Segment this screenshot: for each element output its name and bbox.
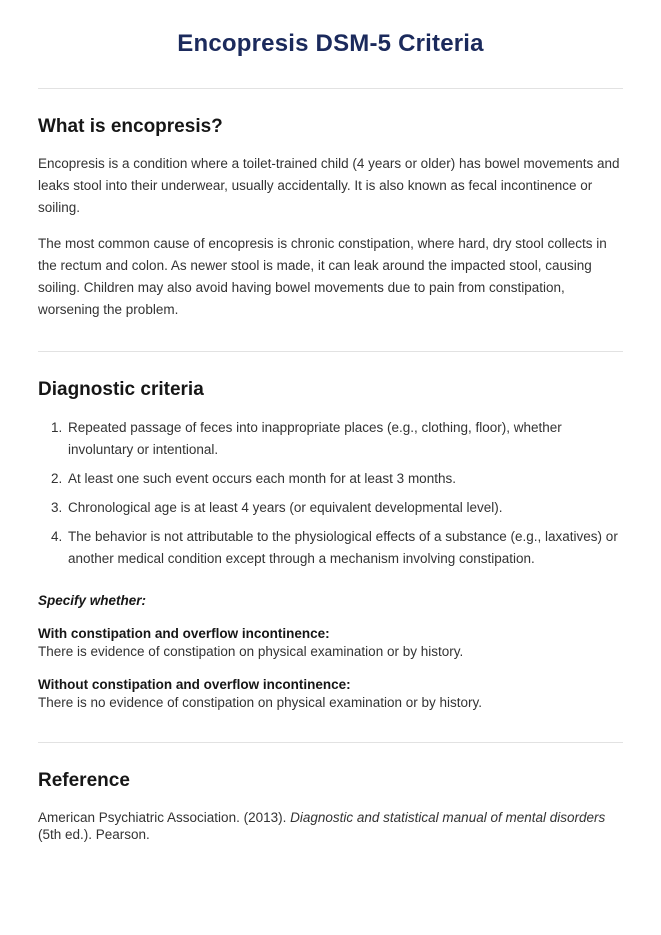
citation-book-title: Diagnostic and statistical manual of mental disorders [290,810,606,825]
specifier-without-label: Without constipation and overflow incontinence: [38,677,351,692]
specifier-with-constipation [38,625,623,661]
section-reference [38,769,623,843]
criteria-list [38,417,623,570]
section-what-is-encopresis [38,115,623,321]
divider [38,742,623,743]
citation [38,809,623,843]
specifier-with-text: There is evidence of constipation on physical examination or by history. [38,644,464,659]
citation-prefix: American Psychiatric Association. (2013). [38,810,291,825]
criteria-item-1: 1. Repeated passage of feces into inappropriate places (e.g., clothing, floor), whether involuntary or intentional. [66,417,623,461]
page-title: Encopresis DSM-5 Criteria [177,30,484,57]
section-heading-reference: Reference [38,770,130,791]
what-is-paragraph-1: Encopresis is a condition where a toilet-trained child (4 years or older) has bowel movements and leaks stool into their underwear, usually accidentally. It is also known as fecal incontinence or soiling. [38,156,620,215]
criteria-item-3: 3. Chronological age is at least 4 years (or equivalent developmental level). [66,497,623,519]
section-diagnostic-criteria [38,378,623,712]
specifier-without-constipation [38,676,623,712]
citation-suffix: (5th ed.). Pearson. [38,827,150,842]
what-is-paragraph-2: The most common cause of encopresis is chronic constipation, where hard, dry stool collects in the rectum and colon. As newer stool is made, it can leak around the impacted stool, causing soiling. Children may also avoid having bowel movements due to pain from constipation, worsening the problem. [38,236,607,317]
section-heading-diagnostic-criteria: Diagnostic criteria [38,379,204,400]
section-heading-what-is-encopresis: What is encopresis? [38,116,223,137]
divider [38,88,623,89]
divider [38,351,623,352]
specifier-with-label: With constipation and overflow incontinence: [38,626,330,641]
specify-whether-label: Specify whether: [38,593,147,608]
criteria-item-2: 2. At least one such event occurs each month for at least 3 months. [66,468,623,490]
criteria-item-4: 4. The behavior is not attributable to the physiological effects of a substance (e.g., laxatives) or another medical condition except through a mechanism involving constipation. [66,526,623,570]
specifier-without-text: There is no evidence of constipation on physical examination or by history. [38,695,482,710]
